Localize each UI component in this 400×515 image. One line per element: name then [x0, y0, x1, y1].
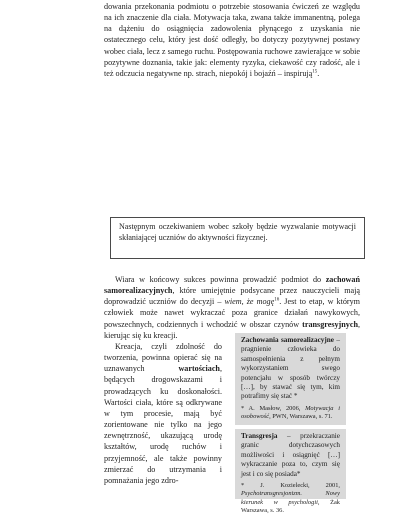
footnote-star: * — [296, 469, 301, 478]
source-publisher: , Żak Warszawa, s. 36. — [241, 498, 341, 514]
body-paragraph-creation — [104, 341, 222, 486]
footnote-marker: 15 — [312, 69, 318, 75]
paragraph-text: Wiara w końcowy sukces powinna prowadzić podmiot do — [115, 275, 326, 284]
paragraph-text: , kierując się ku kreacji. — [104, 319, 360, 340]
callout-text: Następnym oczekiwaniem wobec szkoły będzie wyzwalanie motywacji skłaniającej uczniów do aktywności fizycznej. — [119, 222, 356, 242]
definition-box-transgression — [235, 429, 346, 514]
definition-text — [241, 432, 340, 479]
quoted-phrase: wiem, że mogę — [224, 297, 275, 307]
definition-text — [241, 336, 340, 402]
source-author: * J. Kozielecki, 2001, — [241, 482, 340, 490]
body-paragraph-self-realization — [104, 274, 360, 341]
footnote-marker: 16 — [274, 297, 280, 303]
source-title: Psychotransgresjonizm. Nowy kierunek w psychologii — [241, 490, 340, 506]
key-term: transgresyjnych — [302, 319, 358, 329]
definition-term: Zachowania samorealizacyjne — [241, 336, 334, 344]
source-author: * A. Masłow, 2006, — [241, 404, 306, 412]
definition-box-self-realization — [235, 333, 346, 425]
paragraph-text: , które umiejętnie podsycane przez nauczycieli mają doprowadzić uczniów do decyzji – — [104, 286, 360, 307]
key-term: wartościach — [178, 364, 220, 374]
footnote-star: * — [292, 392, 298, 401]
definition-body: – przekraczanie granic dotychczasowych możliwości i osiągnięć […] wykraczanie poza to, czym się jest i co się posiada — [241, 432, 340, 478]
paragraph-text: dowania przekonania podmiotu o potrzebie stosowania ćwiczeń ze względu na ich znaczenie dla ciała. Motywacja taka, zwana także immanentną, polega na dążeniu do osiągnięcia zadowolenia płynącego z uzyskania nie ostatecznego celu, który jest dość odległy, bo dotyczy pozytywnej postawy wobec ciała, lecz z samego ruchu. Postępowania ruchowe zawierające w sobie pozytywne doznania, takie jak: elementy ryzyka, ciekawość czy radość, ale i też odczucia negatywne np. strach, niepokój i bojaźń – inspirują — [104, 2, 360, 78]
paragraph-text: , będących drogowskazami i prowadzących ku doskonałości. Wartości ciała, które są odkrywane w tym procesie, mają być zorientowane nie tylko na jego zewnętrzność, ukazującą urodę kształtów, urodę ruchów i przyjemność, ale także powinny zmierzać do utrzymania i pomnażania jego zdro- — [104, 364, 222, 485]
definition-source — [241, 482, 340, 515]
source-publisher: , PWN, Warszawa, s. 71. — [269, 413, 333, 421]
key-term: zachowań samorealizacyjnych — [104, 275, 360, 296]
paragraph-text: . Jest to etap, w którym człowiek może nawet wykraczać poza granice działań nawykowych, powszechnych, codziennych i wchodzić w obszar czynów — [104, 297, 360, 329]
definition-source — [241, 405, 340, 422]
highlighted-callout-box — [110, 217, 365, 259]
source-title: Motywacja i osobowość — [241, 404, 340, 421]
paragraph-end: . — [317, 68, 320, 78]
definition-body: – pragnienie człowieka do samospełnienia z pełnym wykorzystaniem swego potencjału w sposób twórczy […], by stawać się tym, kim potrafimy się stać — [241, 336, 340, 401]
paragraph-text: Kreacja, czyli zdolność do tworzenia, powinna opierać się na uznawanych — [104, 342, 222, 374]
definition-term: Transgresja — [241, 432, 278, 440]
body-paragraph-motivation — [104, 1, 360, 79]
